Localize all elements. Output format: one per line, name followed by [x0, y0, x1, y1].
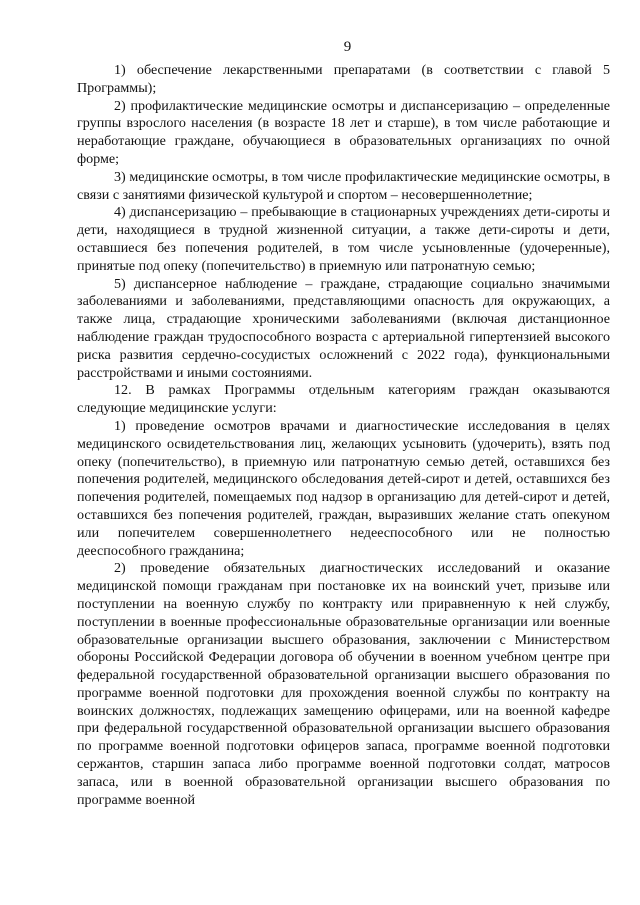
- document-page: [77, 38, 610, 809]
- paragraph-service-1: 1) проведение осмотров врачами и диагностические исследования в целях медицинского освидетельствования лиц, желающих усыновить (удочерить), взять под опеку (попечительство), в приемную или патронатную семью детей, оставшихся без попечения родителей, медицинского обследования детей-сирот и детей, оставшихся без попечения родителей, помещаемых под надзор в организацию для детей-сирот и детей, оставшихся без попечения родителей, граждан, выразивших желание стать опекуном или попечителем совершеннолетнего недееспособного или не полностью дееспособного гражданина;: [77, 417, 610, 559]
- paragraph-service-2: 2) проведение обязательных диагностических исследований и оказание медицинской помощи гражданам при постановке их на воинский учет, призыве или поступлении на военную службу по контракту или приравненную к ней службу, поступлении в военные профессиональные образовательные организации или военные образовательные организации высшего образования, заключении с Министерством обороны Российской Федерации договора об обучении в военном учебном центре при федеральной государственной образовательной организации высшего образования по программе военной подготовки для прохождения военной службы по контракту на воинских должностях, подлежащих замещению офицерами, или на военной кафедре при федеральной государственной образовательной организации высшего образования по программе военной подготовки офицеров запаса, программе военной подготовки сержантов, старшин запаса либо программе военной подготовки солдат, матросов запаса, или в военной образовательной организации высшего образования по программе военной: [77, 560, 610, 808]
- paragraph-item-3: 3) медицинские осмотры, в том числе профилактические медицинские осмотры, в связи с занятиями физической культурой и спортом – несовершеннолетние;: [77, 168, 610, 203]
- page-number: 9: [343, 39, 352, 55]
- paragraph-item-4: 4) диспансеризацию – пребывающие в стационарных учреждениях дети-сироты и дети, находящиеся в трудной жизненной ситуации, а также дети-сироты и дети, оставшиеся без попечения родителей, в том числе усыновленные (удочеренные), принятые под опеку (попечительство) в приемную или патронатную семью;: [77, 204, 610, 274]
- paragraph-item-5: 5) диспансерное наблюдение – граждане, страдающие социально значимыми заболеваниями и заболеваниями, представляющими опасность для окружающих, а также лица, страдающие хроническими заболеваниями (включая дистанционное наблюдение граждан трудоспособного возраста с артериальной гипертензией высокого риска развития сердечно-сосудистых осложнений с 2022 года), функциональными расстройствами и иными состояниями.: [77, 275, 610, 381]
- paragraph-item-2: 2) профилактические медицинские осмотры и диспансеризацию – определенные группы взрослого населения (в возрасте 18 лет и старше), в том числе работающие и неработающие граждане, обучающиеся в образовательных организациях по очной форме;: [77, 97, 610, 167]
- paragraph-section-12: 12. В рамках Программы отдельным категориям граждан оказываются следующие медицинские услуги:: [77, 382, 610, 417]
- paragraph-item-1: 1) обеспечение лекарственными препаратами (в соответствии с главой 5 Программы);: [77, 62, 610, 96]
